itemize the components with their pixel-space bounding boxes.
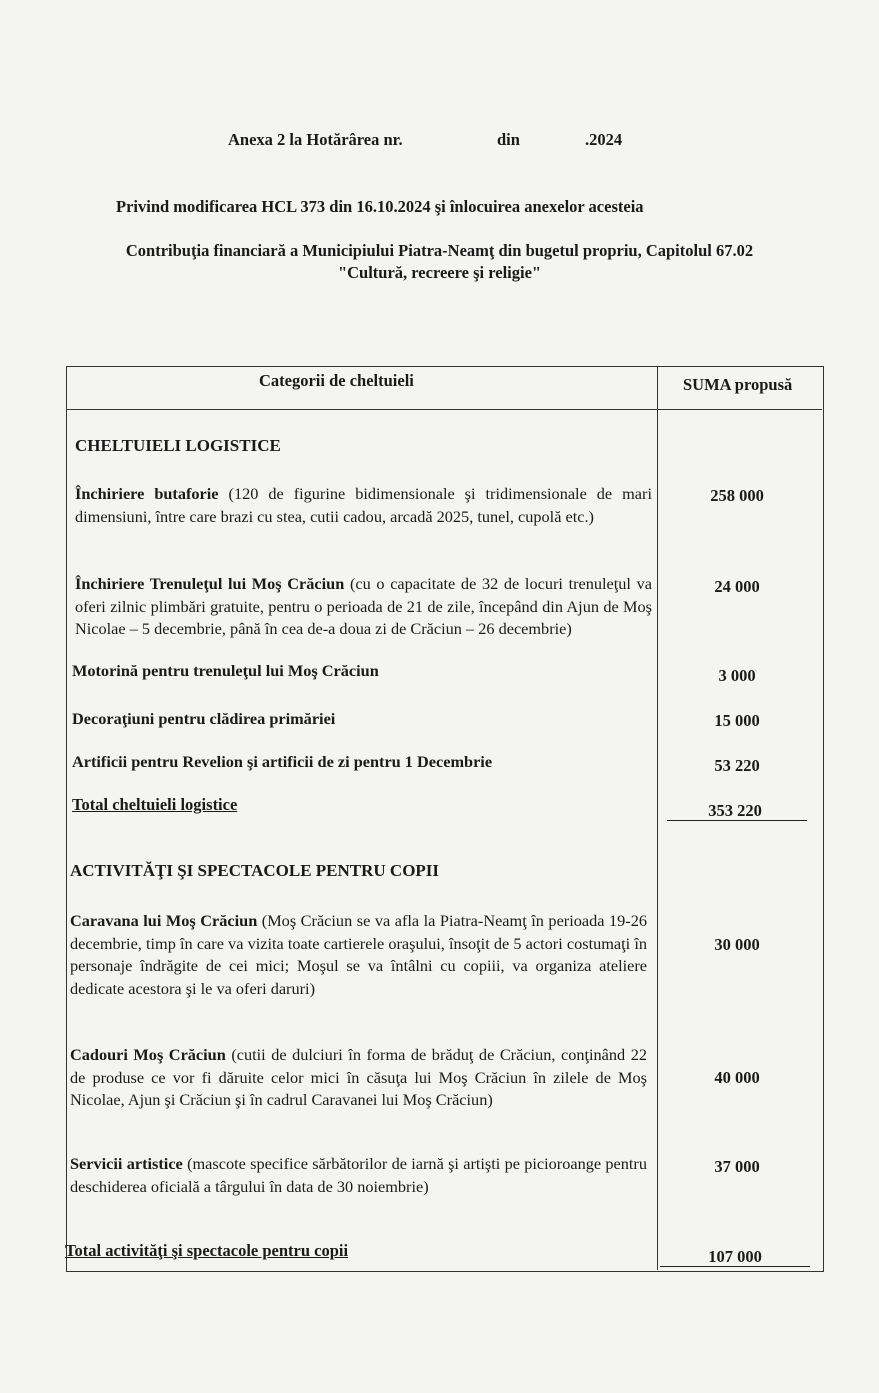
expense-item xyxy=(75,573,652,641)
expense-item xyxy=(75,483,652,528)
section-title: CHELTUIELI LOGISTICE xyxy=(75,436,281,455)
annex-din: din xyxy=(497,130,520,149)
annex-label: Anexa 2 la Hotărârea nr. xyxy=(228,130,403,149)
expense-item-amount: 30 000 xyxy=(714,935,760,954)
expense-item xyxy=(70,910,647,1000)
expense-item-description: (cu o capacitate de 32 de locuri trenuleţul va oferi zilnic plimbări gratuite, pentru o perioada de 21 de zile, începând din Ajun de Moş Nicolae – 5 decembrie, până în cea de-a doua zi de Crăciun – 26 decembrie) xyxy=(75,574,652,638)
expense-item-amount: 37 000 xyxy=(714,1157,760,1176)
document-subtitle: Privind modificarea HCL 373 din 16.10.2024 şi înlocuirea anexelor acesteia xyxy=(116,197,644,216)
expense-item-amount: 15 000 xyxy=(714,711,760,730)
expense-item xyxy=(70,1153,647,1198)
annex-year: .2024 xyxy=(585,130,623,149)
expense-item-description: (Moş Crăciun se va afla la Piatra-Neamţ în perioada 19-26 decembrie, timp în care va vizita toate cartierele oraşului, însoţit de 5 actori costumaţi în personaje îndrăgite de cei mici; Moşul se va întâlni cu copiii, va organiza ateliere dedicate acestora şi le va oferi daruri) xyxy=(70,911,647,998)
expense-item-name: Artificii pentru Revelion şi artificii de zi pentru 1 Decembrie xyxy=(72,752,493,771)
section-total-rule xyxy=(667,820,807,821)
section-title: ACTIVITĂŢI ŞI SPECTACOLE PENTRU COPII xyxy=(70,861,440,880)
expense-item-name: Servicii artistice xyxy=(70,1154,183,1173)
expense-item-name: Cadouri Moş Crăciun xyxy=(70,1045,226,1064)
table-column-divider xyxy=(657,366,658,1270)
expense-item-name: Decoraţiuni pentru clădirea primăriei xyxy=(72,709,336,728)
column-header-amount: SUMA propusă xyxy=(683,375,793,394)
expense-item-description: (120 de figurine bidimensionale şi tridimensionale de mari dimensiuni, între care brazi cu stea, cutii cadou, arcadă 2025, tunel, cupolă etc.) xyxy=(75,484,652,526)
expense-item-name: Închiriere butaforie xyxy=(75,484,219,503)
section-total-amount: 107 000 xyxy=(708,1247,762,1266)
section-total-rule xyxy=(660,1266,810,1267)
expense-item-name: Motorină pentru trenuleţul lui Moş Crăciun xyxy=(72,661,379,680)
expense-item-amount: 24 000 xyxy=(714,577,760,596)
expense-item-amount: 258 000 xyxy=(710,486,764,505)
expense-item-amount: 40 000 xyxy=(714,1068,760,1087)
column-header-category: Categorii de cheltuieli xyxy=(259,371,414,390)
expense-item xyxy=(72,708,652,731)
expense-item-description: (cutii de dulciuri în forma de brăduţ de Crăciun, conţinând 22 de produse ce vor fi dăruite celor mici în căsuţa lui Moş Crăciun în zilele de Moş Nicolae, Ajun şi Crăciun şi în cadrul Caravanei lui Moş Crăciun) xyxy=(70,1045,647,1109)
expense-item xyxy=(72,660,652,683)
expense-item xyxy=(70,1044,647,1112)
section-total-label: Total activităţi şi spectacole pentru copii xyxy=(65,1241,349,1260)
expense-item xyxy=(72,751,652,774)
expense-item-amount: 3 000 xyxy=(718,666,756,685)
section-total-amount: 353 220 xyxy=(708,801,762,820)
expense-item-description: (mascote specifice sărbătorilor de iarnă şi artişti pe picioroange pentru deschiderea oficială a târgului în data de 30 noiembrie) xyxy=(70,1154,647,1196)
section-total-label: Total cheltuieli logistice xyxy=(72,795,238,814)
table-header-divider xyxy=(66,409,822,410)
document-title-line1: Contribuţia financiară a Municipiului Piatra-Neamţ din bugetul propriu, Capitolul 67.02 xyxy=(125,241,754,260)
expense-item-amount: 53 220 xyxy=(714,756,760,775)
document-title-line2: "Cultură, recreere şi religie" xyxy=(337,263,542,282)
expense-item-name: Închiriere Trenuleţul lui Moş Crăciun xyxy=(75,574,345,593)
expense-item-name: Caravana lui Moş Crăciun xyxy=(70,911,258,930)
